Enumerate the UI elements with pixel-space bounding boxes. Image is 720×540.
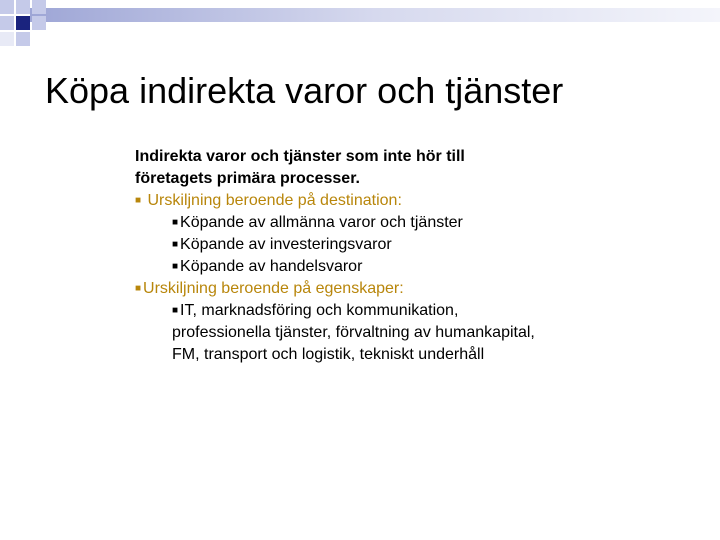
list-item-continuation: professionella tjänster, förvaltning av humankapital,	[172, 324, 535, 341]
intro-line-2: företagets primära processer.	[135, 170, 360, 187]
section-1-heading-text: Urskiljning beroende på destination:	[147, 192, 402, 209]
bullet-icon: ■	[172, 239, 179, 250]
list-item-text: Köpande av allmänna varor och tjänster	[180, 214, 463, 231]
decorative-header-squares	[0, 0, 720, 60]
slide-title: Köpa indirekta varor och tjänster	[45, 70, 564, 111]
section-2-heading-text: Urskiljning beroende på egenskaper:	[143, 280, 404, 297]
list-item	[135, 300, 695, 322]
list-item	[135, 256, 695, 278]
bullet-icon: ■	[135, 283, 142, 294]
list-item-continuation: FM, transport och logistik, tekniskt underhåll	[172, 346, 485, 363]
bullet-icon: ■	[135, 195, 142, 206]
bullet-icon: ■	[172, 305, 179, 316]
list-item-text: IT, marknadsföring och kommunikation,	[180, 302, 459, 319]
section-2-heading	[135, 278, 695, 300]
list-item	[135, 234, 695, 256]
intro-line-1: Indirekta varor och tjänster som inte hör till	[135, 148, 465, 165]
section-1-heading	[135, 190, 695, 212]
bullet-icon: ■	[172, 261, 179, 272]
list-item	[135, 212, 695, 234]
list-item-text: Köpande av investeringsvaror	[180, 236, 392, 253]
bullet-icon: ■	[172, 217, 179, 228]
list-item-text: Köpande av handelsvaror	[180, 258, 363, 275]
slide-body	[135, 146, 695, 366]
